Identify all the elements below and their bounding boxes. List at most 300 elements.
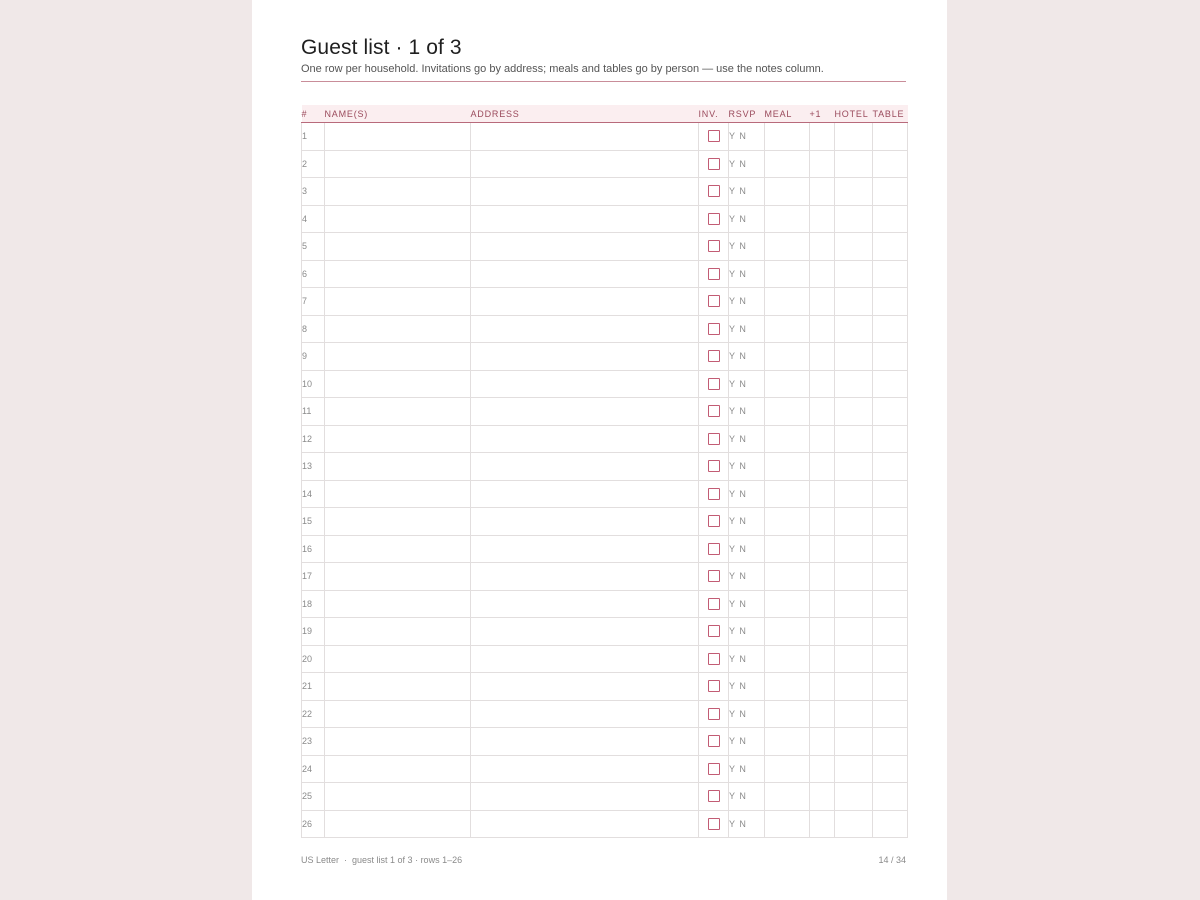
invited-checkbox[interactable]: [708, 158, 720, 170]
table-row: [302, 123, 908, 151]
meal-cell[interactable]: [765, 508, 810, 536]
row-number-cell: 20: [302, 645, 325, 673]
invited-cell: [699, 178, 729, 206]
table-row: [302, 233, 908, 261]
hotel-cell[interactable]: [835, 398, 873, 426]
plus-one-cell[interactable]: [810, 618, 835, 646]
address-cell[interactable]: [471, 343, 699, 371]
rsvp-cell: Y N: [729, 398, 765, 426]
table-row: [302, 590, 908, 618]
table-cell[interactable]: [873, 810, 908, 838]
hotel-cell[interactable]: [835, 425, 873, 453]
meal-cell[interactable]: [765, 728, 810, 756]
row-number-cell: 25: [302, 783, 325, 811]
address-cell[interactable]: [471, 205, 699, 233]
invited-checkbox[interactable]: [708, 130, 720, 142]
invited-cell: [699, 700, 729, 728]
table-cell[interactable]: [873, 563, 908, 591]
invited-checkbox[interactable]: [708, 323, 720, 335]
header-rsvp: RSVP: [729, 105, 765, 123]
rsvp-cell: Y N: [729, 645, 765, 673]
address-cell[interactable]: [471, 508, 699, 536]
header-table: TABLE: [873, 105, 908, 123]
page-number: 14 / 34: [878, 855, 906, 865]
row-number-cell: 15: [302, 508, 325, 536]
names-cell[interactable]: [325, 563, 471, 591]
invited-cell: [699, 755, 729, 783]
hotel-cell[interactable]: [835, 508, 873, 536]
address-cell[interactable]: [471, 618, 699, 646]
invited-checkbox[interactable]: [708, 790, 720, 802]
address-cell[interactable]: [471, 728, 699, 756]
row-number-cell: 7: [302, 288, 325, 316]
invited-cell: [699, 563, 729, 591]
meal-cell[interactable]: [765, 288, 810, 316]
names-cell[interactable]: [325, 590, 471, 618]
plus-one-cell[interactable]: [810, 728, 835, 756]
meal-cell[interactable]: [765, 205, 810, 233]
hotel-cell[interactable]: [835, 535, 873, 563]
row-number-cell: 1: [302, 123, 325, 151]
names-cell[interactable]: [325, 480, 471, 508]
title-divider: [301, 81, 906, 82]
plus-one-cell[interactable]: [810, 315, 835, 343]
plus-one-cell[interactable]: [810, 123, 835, 151]
plus-one-cell[interactable]: [810, 590, 835, 618]
plus-one-cell[interactable]: [810, 508, 835, 536]
guest-list-table: [301, 105, 908, 838]
plus-one-cell[interactable]: [810, 288, 835, 316]
table-row: [302, 728, 908, 756]
table-cell[interactable]: [873, 453, 908, 481]
plus-one-cell[interactable]: [810, 645, 835, 673]
table-row: [302, 563, 908, 591]
hotel-cell[interactable]: [835, 728, 873, 756]
hotel-cell[interactable]: [835, 563, 873, 591]
names-cell[interactable]: [325, 150, 471, 178]
table-row: [302, 645, 908, 673]
table-cell[interactable]: [873, 673, 908, 701]
rsvp-cell: Y N: [729, 260, 765, 288]
invited-cell: [699, 233, 729, 261]
invited-cell: [699, 728, 729, 756]
table-row: [302, 673, 908, 701]
table-cell[interactable]: [873, 370, 908, 398]
hotel-cell[interactable]: [835, 645, 873, 673]
names-cell[interactable]: [325, 618, 471, 646]
rsvp-cell: Y N: [729, 205, 765, 233]
invited-checkbox[interactable]: [708, 488, 720, 500]
table-cell[interactable]: [873, 700, 908, 728]
hotel-cell[interactable]: [835, 810, 873, 838]
plus-one-cell[interactable]: [810, 755, 835, 783]
table-cell[interactable]: [873, 288, 908, 316]
rsvp-cell: Y N: [729, 425, 765, 453]
invited-checkbox[interactable]: [708, 570, 720, 582]
rsvp-cell: Y N: [729, 288, 765, 316]
invited-checkbox[interactable]: [708, 708, 720, 720]
address-cell[interactable]: [471, 590, 699, 618]
rsvp-cell: Y N: [729, 673, 765, 701]
hotel-cell[interactable]: [835, 700, 873, 728]
invited-cell: [699, 123, 729, 151]
row-number-cell: 22: [302, 700, 325, 728]
invited-cell: [699, 425, 729, 453]
meal-cell[interactable]: [765, 755, 810, 783]
meal-cell[interactable]: [765, 370, 810, 398]
names-cell[interactable]: [325, 260, 471, 288]
invited-cell: [699, 810, 729, 838]
header-invited: INV.: [699, 105, 729, 123]
plus-one-cell[interactable]: [810, 563, 835, 591]
invited-checkbox[interactable]: [708, 598, 720, 610]
row-number-cell: 12: [302, 425, 325, 453]
names-cell[interactable]: [325, 810, 471, 838]
rsvp-cell: Y N: [729, 590, 765, 618]
names-cell[interactable]: [325, 645, 471, 673]
row-number-cell: 17: [302, 563, 325, 591]
invited-checkbox[interactable]: [708, 543, 720, 555]
plus-one-cell[interactable]: [810, 673, 835, 701]
table-cell[interactable]: [873, 508, 908, 536]
names-cell[interactable]: [325, 673, 471, 701]
meal-cell[interactable]: [765, 590, 810, 618]
invited-cell: [699, 590, 729, 618]
rsvp-cell: Y N: [729, 618, 765, 646]
header-address: ADDRESS: [471, 105, 699, 123]
hotel-cell[interactable]: [835, 480, 873, 508]
address-cell[interactable]: [471, 783, 699, 811]
table-cell[interactable]: [873, 645, 908, 673]
meal-cell[interactable]: [765, 700, 810, 728]
meal-cell[interactable]: [765, 673, 810, 701]
row-number-cell: 19: [302, 618, 325, 646]
plus-one-cell[interactable]: [810, 700, 835, 728]
table-row: [302, 343, 908, 371]
hotel-cell[interactable]: [835, 205, 873, 233]
invited-cell: [699, 453, 729, 481]
address-cell[interactable]: [471, 260, 699, 288]
table-row: [302, 508, 908, 536]
table-row: [302, 755, 908, 783]
table-cell[interactable]: [873, 178, 908, 206]
footer-format: US Letter: [301, 855, 340, 865]
names-cell[interactable]: [325, 728, 471, 756]
plus-one-cell[interactable]: [810, 425, 835, 453]
invited-cell: [699, 645, 729, 673]
rsvp-cell: Y N: [729, 150, 765, 178]
hotel-cell[interactable]: [835, 178, 873, 206]
table-row: [302, 370, 908, 398]
address-cell[interactable]: [471, 700, 699, 728]
plus-one-cell[interactable]: [810, 810, 835, 838]
row-number-cell: 4: [302, 205, 325, 233]
invited-checkbox[interactable]: [708, 763, 720, 775]
names-cell[interactable]: [325, 123, 471, 151]
table-cell[interactable]: [873, 398, 908, 426]
address-cell[interactable]: [471, 563, 699, 591]
table-cell[interactable]: [873, 755, 908, 783]
hotel-cell[interactable]: [835, 673, 873, 701]
plus-one-cell[interactable]: [810, 783, 835, 811]
plus-one-cell[interactable]: [810, 233, 835, 261]
table-cell[interactable]: [873, 728, 908, 756]
names-cell[interactable]: [325, 535, 471, 563]
table-row: [302, 398, 908, 426]
rsvp-cell: Y N: [729, 233, 765, 261]
table-row: [302, 205, 908, 233]
table-cell[interactable]: [873, 590, 908, 618]
address-cell[interactable]: [471, 150, 699, 178]
meal-cell[interactable]: [765, 810, 810, 838]
header-hotel: HOTEL: [835, 105, 873, 123]
rsvp-cell: Y N: [729, 563, 765, 591]
table-cell[interactable]: [873, 315, 908, 343]
hotel-cell[interactable]: [835, 618, 873, 646]
address-cell[interactable]: [471, 425, 699, 453]
row-number-cell: 3: [302, 178, 325, 206]
rsvp-cell: Y N: [729, 343, 765, 371]
invited-cell: [699, 288, 729, 316]
invited-checkbox[interactable]: [708, 653, 720, 665]
meal-cell[interactable]: [765, 535, 810, 563]
meal-cell[interactable]: [765, 260, 810, 288]
hotel-cell[interactable]: [835, 260, 873, 288]
names-cell[interactable]: [325, 178, 471, 206]
table-cell[interactable]: [873, 123, 908, 151]
plus-one-cell[interactable]: [810, 453, 835, 481]
names-cell[interactable]: [325, 783, 471, 811]
invited-checkbox[interactable]: [708, 625, 720, 637]
names-cell[interactable]: [325, 205, 471, 233]
guest-rows: [302, 123, 908, 838]
row-number-cell: 5: [302, 233, 325, 261]
plus-one-cell[interactable]: [810, 370, 835, 398]
plus-one-cell[interactable]: [810, 205, 835, 233]
invited-checkbox[interactable]: [708, 295, 720, 307]
header-meal: MEAL: [765, 105, 810, 123]
hotel-cell[interactable]: [835, 233, 873, 261]
rsvp-cell: Y N: [729, 453, 765, 481]
address-cell[interactable]: [471, 645, 699, 673]
names-cell[interactable]: [325, 398, 471, 426]
row-number-cell: 2: [302, 150, 325, 178]
hotel-cell[interactable]: [835, 150, 873, 178]
hotel-cell[interactable]: [835, 315, 873, 343]
meal-cell[interactable]: [765, 783, 810, 811]
row-number-cell: 8: [302, 315, 325, 343]
table-row: [302, 783, 908, 811]
invited-cell: [699, 150, 729, 178]
meal-cell[interactable]: [765, 425, 810, 453]
names-cell[interactable]: [325, 700, 471, 728]
row-number-cell: 23: [302, 728, 325, 756]
invited-checkbox[interactable]: [708, 213, 720, 225]
table-cell[interactable]: [873, 535, 908, 563]
row-number-cell: 18: [302, 590, 325, 618]
table-row: [302, 618, 908, 646]
row-number-cell: 21: [302, 673, 325, 701]
hotel-cell[interactable]: [835, 343, 873, 371]
table-row: [302, 260, 908, 288]
plus-one-cell[interactable]: [810, 150, 835, 178]
names-cell[interactable]: [325, 288, 471, 316]
meal-cell[interactable]: [765, 480, 810, 508]
invited-cell: [699, 673, 729, 701]
invited-cell: [699, 618, 729, 646]
invited-checkbox[interactable]: [708, 268, 720, 280]
header-names: NAME(S): [325, 105, 471, 123]
invited-checkbox[interactable]: [708, 185, 720, 197]
plus-one-cell[interactable]: [810, 480, 835, 508]
invited-cell: [699, 508, 729, 536]
table-row: [302, 315, 908, 343]
footer-separator: ·: [344, 855, 348, 865]
rsvp-cell: Y N: [729, 700, 765, 728]
row-number-cell: 14: [302, 480, 325, 508]
address-cell[interactable]: [471, 370, 699, 398]
address-cell[interactable]: [471, 123, 699, 151]
table-cell[interactable]: [873, 233, 908, 261]
meal-cell[interactable]: [765, 618, 810, 646]
hotel-cell[interactable]: [835, 590, 873, 618]
names-cell[interactable]: [325, 315, 471, 343]
invited-checkbox[interactable]: [708, 378, 720, 390]
address-cell[interactable]: [471, 178, 699, 206]
meal-cell[interactable]: [765, 150, 810, 178]
invited-checkbox[interactable]: [708, 735, 720, 747]
hotel-cell[interactable]: [835, 288, 873, 316]
table-row: [302, 810, 908, 838]
table-cell[interactable]: [873, 480, 908, 508]
table-cell[interactable]: [873, 260, 908, 288]
invited-checkbox[interactable]: [708, 240, 720, 252]
table-row: [302, 288, 908, 316]
footer-info: [301, 855, 462, 865]
names-cell[interactable]: [325, 425, 471, 453]
header-number: #: [302, 105, 325, 123]
names-cell[interactable]: [325, 370, 471, 398]
table-cell[interactable]: [873, 343, 908, 371]
address-cell[interactable]: [471, 398, 699, 426]
rsvp-cell: Y N: [729, 123, 765, 151]
names-cell[interactable]: [325, 343, 471, 371]
table-row: [302, 150, 908, 178]
row-number-cell: 10: [302, 370, 325, 398]
hotel-cell[interactable]: [835, 453, 873, 481]
invited-cell: [699, 260, 729, 288]
invited-cell: [699, 315, 729, 343]
table-cell[interactable]: [873, 425, 908, 453]
table-row: [302, 178, 908, 206]
table-cell[interactable]: [873, 618, 908, 646]
address-cell[interactable]: [471, 810, 699, 838]
rsvp-cell: Y N: [729, 535, 765, 563]
table-cell[interactable]: [873, 205, 908, 233]
row-number-cell: 9: [302, 343, 325, 371]
address-cell[interactable]: [471, 755, 699, 783]
invited-cell: [699, 205, 729, 233]
invited-checkbox[interactable]: [708, 405, 720, 417]
invited-cell: [699, 480, 729, 508]
rsvp-cell: Y N: [729, 178, 765, 206]
document-page: [252, 0, 947, 900]
plus-one-cell[interactable]: [810, 260, 835, 288]
table-row: [302, 700, 908, 728]
table-row: [302, 453, 908, 481]
page-subtitle: One row per household. Invitations go by address; meals and tables go by person — use the notes column.: [301, 63, 824, 75]
meal-cell[interactable]: [765, 233, 810, 261]
names-cell[interactable]: [325, 508, 471, 536]
plus-one-cell[interactable]: [810, 178, 835, 206]
rsvp-cell: Y N: [729, 810, 765, 838]
invited-checkbox[interactable]: [708, 433, 720, 445]
meal-cell[interactable]: [765, 645, 810, 673]
hotel-cell[interactable]: [835, 783, 873, 811]
table-cell[interactable]: [873, 783, 908, 811]
plus-one-cell[interactable]: [810, 398, 835, 426]
table-cell[interactable]: [873, 150, 908, 178]
plus-one-cell[interactable]: [810, 535, 835, 563]
names-cell[interactable]: [325, 453, 471, 481]
meal-cell[interactable]: [765, 315, 810, 343]
row-number-cell: 11: [302, 398, 325, 426]
address-cell[interactable]: [471, 315, 699, 343]
row-number-cell: 13: [302, 453, 325, 481]
hotel-cell[interactable]: [835, 755, 873, 783]
names-cell[interactable]: [325, 233, 471, 261]
row-number-cell: 26: [302, 810, 325, 838]
rsvp-cell: Y N: [729, 783, 765, 811]
rsvp-cell: Y N: [729, 728, 765, 756]
hotel-cell[interactable]: [835, 123, 873, 151]
table-header-row: [302, 105, 908, 123]
invited-cell: [699, 370, 729, 398]
rsvp-cell: Y N: [729, 370, 765, 398]
invited-cell: [699, 535, 729, 563]
hotel-cell[interactable]: [835, 370, 873, 398]
address-cell[interactable]: [471, 288, 699, 316]
address-cell[interactable]: [471, 480, 699, 508]
names-cell[interactable]: [325, 755, 471, 783]
invited-cell: [699, 398, 729, 426]
meal-cell[interactable]: [765, 178, 810, 206]
invited-checkbox[interactable]: [708, 515, 720, 527]
row-number-cell: 24: [302, 755, 325, 783]
address-cell[interactable]: [471, 453, 699, 481]
plus-one-cell[interactable]: [810, 343, 835, 371]
table-row: [302, 480, 908, 508]
invited-checkbox[interactable]: [708, 818, 720, 830]
meal-cell[interactable]: [765, 398, 810, 426]
meal-cell[interactable]: [765, 563, 810, 591]
invited-cell: [699, 783, 729, 811]
meal-cell[interactable]: [765, 343, 810, 371]
invited-checkbox[interactable]: [708, 350, 720, 362]
invited-checkbox[interactable]: [708, 680, 720, 692]
row-number-cell: 16: [302, 535, 325, 563]
rsvp-cell: Y N: [729, 480, 765, 508]
meal-cell[interactable]: [765, 453, 810, 481]
address-cell[interactable]: [471, 233, 699, 261]
meal-cell[interactable]: [765, 123, 810, 151]
address-cell[interactable]: [471, 673, 699, 701]
invited-checkbox[interactable]: [708, 460, 720, 472]
table-row: [302, 425, 908, 453]
rsvp-cell: Y N: [729, 508, 765, 536]
address-cell[interactable]: [471, 535, 699, 563]
footer-description: guest list 1 of 3 · rows 1–26: [352, 855, 463, 865]
